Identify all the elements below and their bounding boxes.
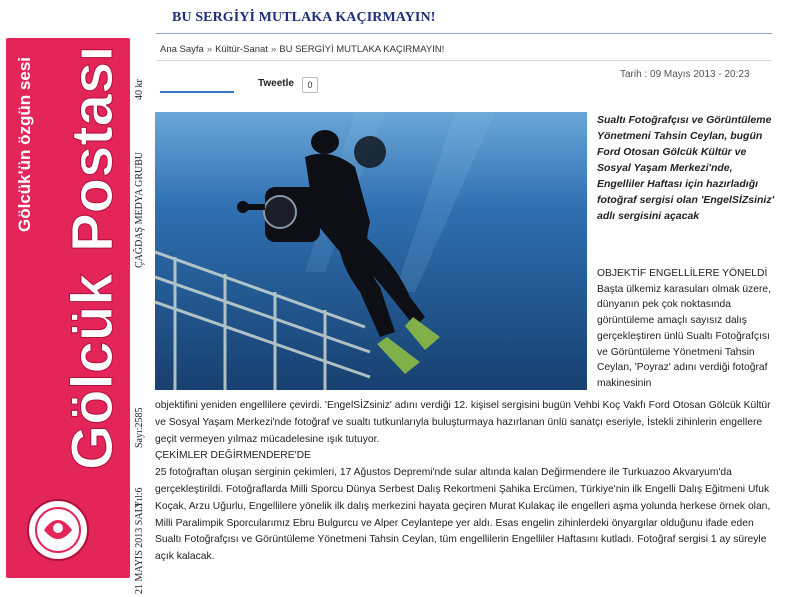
body-paragraph-2: 25 fotoğraftan oluşan serginin çekimleri, 17 Ağustos Depremi'nde sular altında kalan Değirmendere ile Turkuazoo Akvaryum'da gerçekleştirildi. Fotoğraflarda Milli Sporcu Dünya Serbest Dalış Rekortmeni Şahika Ercümen, Türkiye'nin ilk Engelli Dalış Eğitmeni Ufuk Koçak, Arzu Uğurlu, Engellilere yönelik ilk dalış merkezini hayata geçiren Murat Kulakaç ile engelleri aşma yolunda herkese örnek olan, Milli Paralimpik Sporcularımız Ebru Bulgurcu ve Alper Ceylantepe yer aldı. Esas engelin zihinlerdeki önyargılar olduğunu ifade eden Sualtı Fotoğrafçısı ve Görüntüleme Yönetmeni Tahsin Ceylan, tüm engellilerin Engelliler Haftasını kutladı. Fotoğraf sergisi 1 ay süreyle açık kalacak. — [155, 467, 771, 563]
body-paragraph-1: objektifini yeniden engellilere çevirdi. 'EngelSİZsiniz' adını verdiği 12. kişisel sergisini bugün Vehbi Koç Vakfı Ford Otosan Gölcük Kültür ve Sosyal Yaşam Merkezi'nde fotoğraf ve sualtı tutkunlarıyla buluşturmaya hazırlanan ünlü sanatçı eseriyle, İstekli zihinlerin engellere geçit vermeyen yılmaz mücadelesine ışık tutuyor. — [155, 400, 771, 445]
masthead-meta-column — [128, 0, 152, 597]
breadcrumb-current: BU SERGİYİ MUTLAKA KAÇIRMAYIN! — [279, 44, 445, 55]
masthead-logo — [0, 0, 130, 597]
side-paragraph: Başta ülkemiz karasuları olmak üzere, dünyanın pek çok noktasında görüntüleme amaçlı sayısız dalış gerçekleştiren ünlü Sualtı Fotoğrafçısı ve Görüntüleme Yönetmeni Tahsin Ceylan, 'Poyraz' adını verdiği fotoğraf makinesinin — [597, 283, 771, 389]
masthead-price: 40 kr — [134, 79, 145, 100]
newspaper-masthead — [0, 0, 152, 597]
article-body — [155, 398, 780, 566]
title-divider — [156, 33, 772, 34]
masthead-year: Yıl:6 — [134, 487, 145, 508]
breadcrumb-home[interactable]: Ana Sayfa — [160, 44, 204, 55]
share-bar-accent — [160, 91, 234, 93]
breadcrumb-separator: » — [270, 44, 277, 55]
masthead-publisher: ÇAĞDAŞ MEDYA GRUBU — [134, 151, 145, 268]
masthead-slogan: Gölcük'ün özgün sesi — [15, 56, 34, 232]
breadcrumb-category[interactable]: Kültür-Sanat — [215, 44, 268, 55]
tweet-button[interactable]: Tweetle — [258, 78, 294, 89]
breadcrumb — [160, 44, 444, 55]
article-side-column — [597, 266, 782, 392]
masthead-name-golcuk: Gölcük — [60, 273, 125, 470]
article-date: Tarih : 09 Mayıs 2013 - 20:23 — [620, 69, 750, 80]
breadcrumb-separator: » — [206, 44, 213, 55]
section-heading-2: ÇEKİMLER DEĞİRMENDERE'DE — [155, 450, 311, 462]
masthead-edition-date: 21 MAYIS 2013 SALI — [134, 502, 145, 594]
masthead-issue: Sayı:2585 — [134, 407, 145, 448]
newspaper-emblem-icon — [28, 500, 88, 560]
underwater-diver-image — [155, 112, 587, 390]
masthead-name-postasi: Postası — [60, 45, 125, 252]
article-title: BU SERGİYİ MUTLAKA KAÇIRMAYIN! — [172, 10, 436, 25]
tweet-count: 0 — [302, 77, 318, 93]
article-lead: Sualtı Fotoğrafçısı ve Görüntüleme Yönetmeni Tahsin Ceylan, bugün Ford Otosan Gölcük Kültür ve Sosyal Yaşam Merkezi'nde, Engelliler Haftası için hazırladığı fotoğraf sergisi olan 'EngelSİZsiniz' adlı sergisini açacak — [597, 114, 775, 222]
article-photo — [155, 112, 587, 390]
section-heading-1: OBJEKTİF ENGELLİLERE YÖNELDİ — [597, 268, 768, 279]
breadcrumb-divider — [156, 60, 772, 61]
